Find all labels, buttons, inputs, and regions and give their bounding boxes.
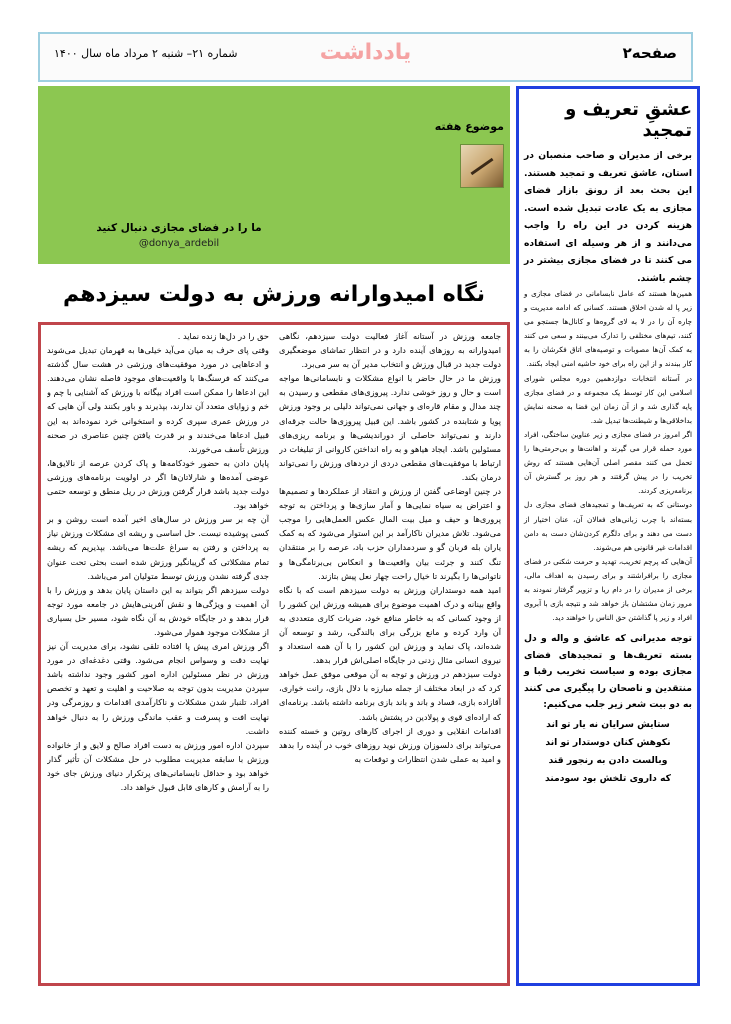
- sidebar-closing: توجه مدیرانی که عاشق و واله و دل بسته تعریف‌ها و تمجیدهای فضای مجازی بوده و سیاست تخریب رقبا و منتقدین و ناصحان را پیگیری می کنند به دو بیت شعر زیر جلب می‌کنیم:: [524, 633, 692, 711]
- poem-line: نکوهش کنان دوستدار تو اند: [545, 736, 671, 748]
- paragraph: امید همه دوستداران ورزش به دولت سیزدهم است که با نگاه واقع بینانه و درک اهمیت موضوع برای همیشه ورزش این کشور را از وجود کسانی که به خاطر منافع خود، ضربات کاری متعددی به آن وارد کرده و مانع بزرگی برای بالندگی، رشد و توسعه آن شده‌اند، پاک نماید و ورزش این کشور را با آن همه استعداد و نیروی انسانی مثال زدنی در جایگاه اصلی‌اش قرار بدهد.: [279, 584, 501, 666]
- paragraph: وقتی پای حرف به میان می‌آید خیلی‌ها به قهرمان تبدیل می‌شوند و ادعاهایی در مورد موفقیت‌های ورزشی در هشت سال گذشته می‌کنند که فرسنگ‌ها با واقعیت‌های موجود فاصله نشان می‌دهند. این ادعاها را ممکن است افراد بیگانه با ورزش که آشنایی با چم و خم و زوایای متعدد آن ندارند، بپذیرند و باور بکنند ولی آن هایی که در ورزش عمری سپری کرده و استخوانی خرد نموده‌اند به این قبیل ادعاها می‌خندند و بر قدرت یافتن چنین عناصری در صحنه ورزش تأسف می‌خورند.: [47, 345, 269, 454]
- paragraph: ورزش ما در حال حاضر با انواع مشکلات و نابسامانی‌ها مواجه است و حال و روز خوشی ندارد. پیروزی‌های مقطعی و رسیدن به چند مدال و مقام قاره‌ای و جهانی نمی‌تواند دلیلی بر وجود ورزش پویا و شتابنده در کشور باشد. این قبیل پیروزی‌ها حالت جرقه‌ای دارند و نمی‌تواند حاصلی از دوراندیشی‌ها و برنامه ریزی‌های مسئولین باشد. ایجاد هیاهو و به راه انداختن کاروانی از تبلیغات در ارتباط با موفقیت‌های مقطعی دردی از دردهای ورزش را نمی‌تواند درمان بکند.: [279, 373, 501, 482]
- paragraph: جامعه ورزش در آستانه آغاز فعالیت دولت سیزدهم، نگاهی امیدوارانه به روزهای آینده دارد و در انتظار تماشای موضعگیری دولت جدید در قبال ورزش و انتخاب مدیر آن به سر می‌برد.: [279, 331, 501, 370]
- topic-label: موضوع هفته: [434, 120, 504, 133]
- paragraph: آن چه بر سر ورزش در سال‌های اخیر آمده است روشن و بر کسی پوشیده نیست. حل اساسی و ریشه ای مشکلات ورزش نیاز به پرداختن و رفتن به سراغ علت‌ها می‌باشد. بپذیریم که ریشه تمام مشکلاتی که گریبانگیر ورزش شده است بحثی تحت عنوان جدی گرفته نشدن ورزش توسط متولیان امر می‌باشد.: [47, 514, 269, 581]
- poem-line: ستایش سرایان نه یار تو اند: [546, 718, 670, 730]
- writing-hand-image: [460, 144, 504, 188]
- poem: [524, 716, 692, 788]
- paragraph: دولت سیزدهم اگر بتواند به این داستان پایان بدهد و ورزش را با آن اهمیت و ویژگی‌ها و نقش آفرینی‌هایش در جامعه مورد توجه قرار بدهد و در جایگاه خودش به آن نگاه شود، مسیر حل بسیاری از مشکلات موجود هموار می‌شود.: [47, 584, 269, 637]
- section-title: یادداشت: [319, 40, 412, 65]
- paragraph: حق را در دل‌ها زنده نماید .: [177, 331, 269, 341]
- sidebar-paragraph: همین‌ها هستند که عامل نابسامانی در فضای مجازی و زیر پا له شدن اخلاق هستند. کسانی که ادامه مدیریت و چاره آن را در لا به لای گروه‌ها و کانال‌ها جستجو می کنند، تیم‌های مختلفی را تدارک می‌بینند و سعی می کنند به کمک آن‌ها مصوبات و توصیه‌های اتاق فکرشان را به کار ببندند و از این راه برای خود حاشیه امنی ایجاد بکنند.: [524, 289, 692, 369]
- article-title: نگاه امیدوارانه ورزش به دولت سیزدهم: [62, 282, 486, 307]
- follow-text: ما را در فضای مجازی دنبال کنید: [96, 222, 262, 234]
- sidebar-lead: برخی از مدیران و صاحب منصبان در استان، عاشق تعریف و تمجید هستند. این بحث بعد از رونق بازار فضای مجازی به یک عادت تبدیل شده است. هزینه کردن در این راه را واجب می‌دانند و از هر وسیله ای استفاده می کنند تا در فضای مجازی بیشتر در چشم باشند.: [524, 150, 692, 284]
- paragraph: پایان دادن به حضور خودکامه‌ها و پاک کردن عرصه از نالایق‌ها، عوضی آمده‌ها و شارلاتان‌ها اگر در اولویت برنامه‌های ورزشی دولت جدید باشد قرار گرفتن ورزش در ریل منطق و توسعه حتمی خواهد بود.: [47, 457, 269, 511]
- sidebar-title: عشقِ تعریف و تمجید: [565, 99, 692, 141]
- article-column-left: [47, 329, 269, 979]
- article-column-right: [279, 329, 501, 979]
- sidebar-paragraph: در آستانه انتخابات دوازدهمین دوره مجلس شورای اسلامی این کار توسط یک مجموعه و در فضای مجازی پایه گذاری شد و از آن زمان این فضا به صحنه نمایش بداخلاقی‌ها و شیطنت‌ها تبدیل شد.: [524, 373, 692, 425]
- paragraph: دولت سیزدهم در ورزش و توجه به آن موقعی موفق عمل خواهد کرد که در ابعاد مختلف از جمله مبارزه با دلال بازی، رانت خواری، آقازاده بازی، فساد و باند و باند بازی برنامه داشته باشد. برنامه‌ای که اراده‌ای قوی و پولادین در پشتش باشد.: [279, 669, 501, 722]
- poem-line: که داروی تلخش بود سودمند: [545, 772, 671, 784]
- page-header: [38, 32, 693, 82]
- paragraph: اگر ورزش امری پیش پا افتاده تلقی نشود، برای مدیریت آن نیز نهایت دقت و وسواس انجام می‌شود. وقتی دغدغه‌ای در مورد ورزش در نظر مسئولین اداره امور کشور وجود نداشته باشد سپردن مدیریت بدون توجه به صلاحیت و اهلیت و تعهد و تخصص افراد، تلنبار شدن مشکلات و ناکارآمدی اقدامات و روزمرگی ودر نهایت افت و پسرفت و عقب ماندگی ورزش را به دنبال خواهد داشت.: [47, 641, 269, 736]
- paragraph: در چنین اوضاعی گفتن از ورزش و انتقاد از عملکردها و تصمیم‌ها و اعتراض به سیاه نمایی‌ها و آمار سازی‌ها و پرداختن به توجه پروری‌ها و حیف و میل بیت المال عکس العمل‌هایی را موجب می‌شود. تلاش مدیران ناکارآمد بر این استوار می‌شود که به کمک یاران بله قربان گو و سردمداران حزب باد، عرصه را بر منتقدان تنگ کنند و جرئت بیان واقعیت‌ها و انعکاس بی‌برنامگی‌ها و ناتوانی‌ها را بگیرند تا خیال راحت چهار نعل پیش بتازند.: [279, 486, 501, 581]
- feature-banner: [38, 86, 510, 264]
- page-number: صفحه۲: [622, 44, 677, 62]
- sidebar-paragraph: آن‌هایی که پرچم تخریب، تهدید و حرمت شکنی در فضای مجازی را برافراشتند و برای رسیدن به اهداف مالی، برخی از مدیران را در دام ریا و تزویر گرفتار نمودند به مرور زمان مشتشان باز خواهد شد و نتیجه بازی با آبروی افراد و زیر پا گذاشتن حق الناس را خواهند دید.: [524, 556, 692, 623]
- sidebar-column: [516, 86, 700, 986]
- article-body: [38, 322, 510, 986]
- pen-icon: [470, 158, 493, 175]
- social-handle: @donya_ardebil: [138, 238, 220, 249]
- issue-info: شماره ۲۱– شنبه ۲ مرداد ماه سال ۱۴۰۰: [54, 47, 238, 60]
- paragraph: سپردن اداره امور ورزش به دست افراد صالح و لایق و از خانواده ورزش با سابقه مدیریت مطلوب در حل مشکلات آن تأثیر گذار خواهد بود و حداقل نابسامانی‌های پرتکرار دنیای ورزش جای خود را به آرامش و کارهای قابل قبول خواهد داد.: [47, 739, 269, 792]
- poem-line: وبالست دادن به رنجور قند: [548, 754, 668, 766]
- paragraph: اقدامات انقلابی و دوری از اجرای کارهای روتین و خسته کننده می‌تواند برای دلسوزان ورزش نوید روزهای خوب در آینده را بدهد و امید به عملی شدن انتظارات و توقعات به: [279, 725, 501, 764]
- sidebar-paragraph: دوستانی که به تعریف‌ها و تمجیدهای فضای مجازی دل بسته‌اند با چرب زبانی‌های فعالان آن، عنان اختیار از دست می دهند و برای دلگرم کردن‌شان دست به دامن اقدامات غیر قانونی هم می‌شوند.: [524, 500, 692, 552]
- sidebar-paragraph: اگر امروز در فضای مجازی و زیر عناوین ساختگی، افراد مورد حمله قرار می گیرند و اهانت‌ها و بی‌حرمتی‌ها را تحمل می کنند مقصر اصلی آن‌هایی هستند که روش تخریب را در پیش گرفتند و هر روز بر گسترش آن برنامه‌ریزی کردند.: [524, 429, 692, 496]
